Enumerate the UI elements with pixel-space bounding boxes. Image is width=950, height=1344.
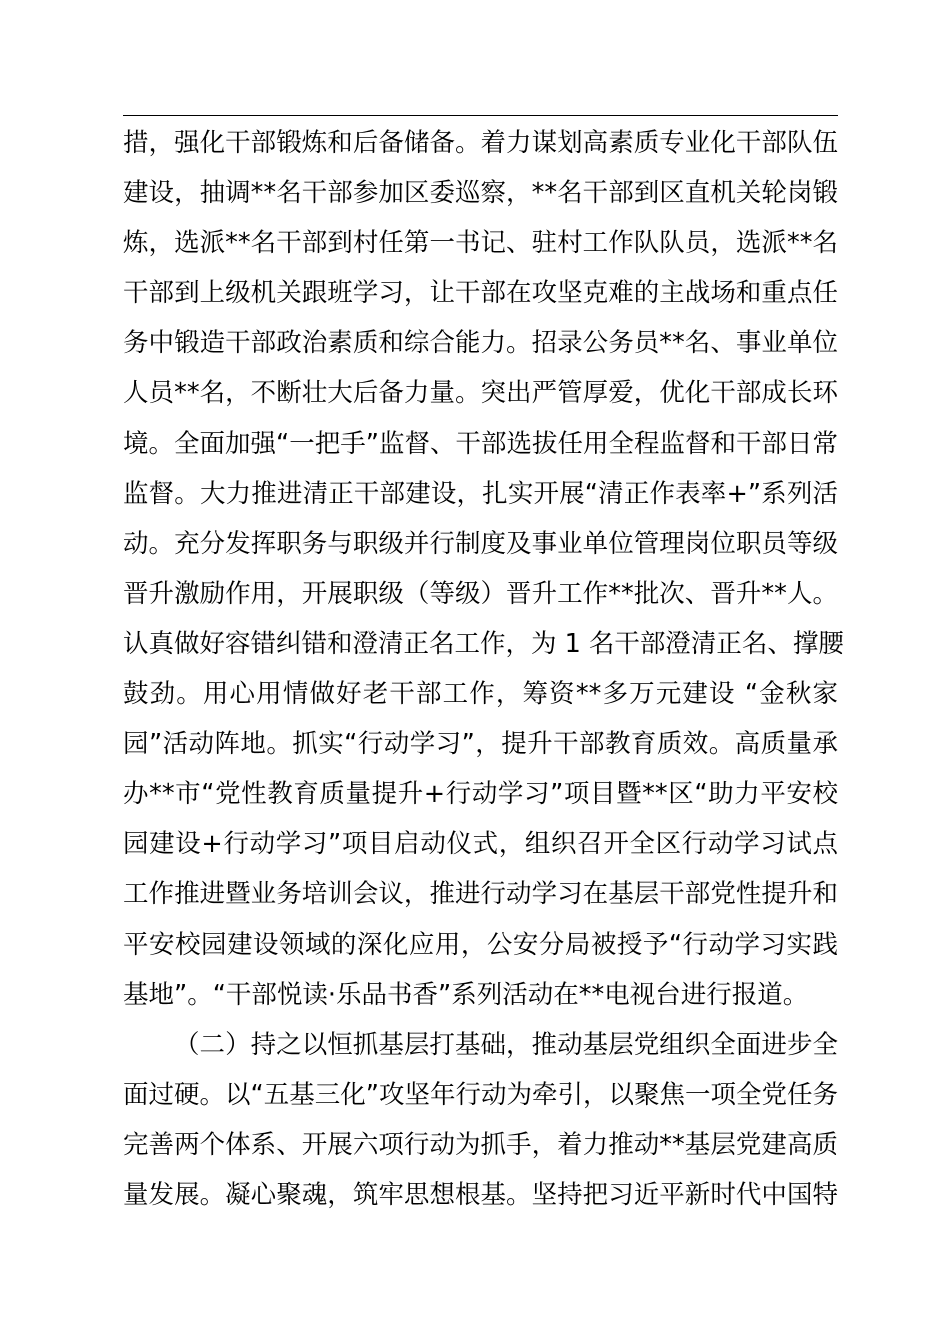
text-line: 面过硬。以“五基三化”攻坚年行动为牵引，以聚焦一项全党任务 [123, 1079, 838, 1110]
text-line: 认真做好容错纠错和澄清正名工作，为 1 名干部澄清正名、撑腰 [123, 628, 844, 659]
header-rule [123, 115, 838, 116]
text-line: 完善两个体系、开展六项行动为抓手，着力推动**基层党建高质 [123, 1129, 838, 1160]
text-line: 工作推进暨业务培训会议，推进行动学习在基层干部党性提升和 [123, 879, 838, 910]
text-line: 措，强化干部锻炼和后备储备。着力谋划高素质专业化干部队伍 [123, 128, 838, 158]
text-line: 务中锻造干部政治素质和综合能力。招录公务员**名、事业单位 [123, 328, 838, 359]
text-line: 干部到上级机关跟班学习，让干部在攻坚克难的主战场和重点任 [123, 278, 838, 309]
text-line: 园”活动阵地。抓实“行动学习”，提升干部教育质效。高质量承 [123, 729, 838, 760]
body-text [123, 118, 844, 1220]
text-line: 境。全面加强“一把手”监督、干部选拔任用全程监督和干部日常 [123, 428, 838, 459]
text-line: 园建设+行动学习”项目启动仪式，组织召开全区行动学习试点 [123, 829, 838, 860]
text-line: 动。充分发挥职务与职级并行制度及事业单位管理岗位职员等级 [123, 528, 838, 559]
section-heading-line: （二）持之以恒抓基层打基础，推动基层党组织全面进步全 [174, 1029, 838, 1060]
text-line: 炼，选派**名干部到村任第一书记、驻村工作队队员，选派**名 [123, 228, 838, 259]
text-line: 监督。大力推进清正干部建设，扎实开展“清正作表率+”系列活 [123, 478, 838, 509]
text-line: 人员**名，不断壮大后备力量。突出严管厚爱，优化干部成长环 [123, 378, 838, 409]
text-line: 平安校园建设领域的深化应用，公安分局被授予“行动学习实践 [123, 929, 838, 960]
text-line: 量发展。凝心聚魂，筑牢思想根基。坚持把习近平新时代中国特 [123, 1179, 838, 1210]
text-line: 建设，抽调**名干部参加区委巡察，**名干部到区直机关轮岗锻 [123, 178, 838, 209]
text-line: 鼓劲。用心用情做好老干部工作，筹资**多万元建设 “金秋家 [123, 679, 838, 710]
text-line: 办**市“党性教育质量提升+行动学习”项目暨**区“助力平安校 [123, 779, 838, 810]
text-line: 晋升激励作用，开展职级（等级）晋升工作**批次、晋升**人。 [123, 578, 838, 609]
text-line: 基地”。“干部悦读·乐品书香”系列活动在**电视台进行报道。 [123, 979, 809, 1010]
